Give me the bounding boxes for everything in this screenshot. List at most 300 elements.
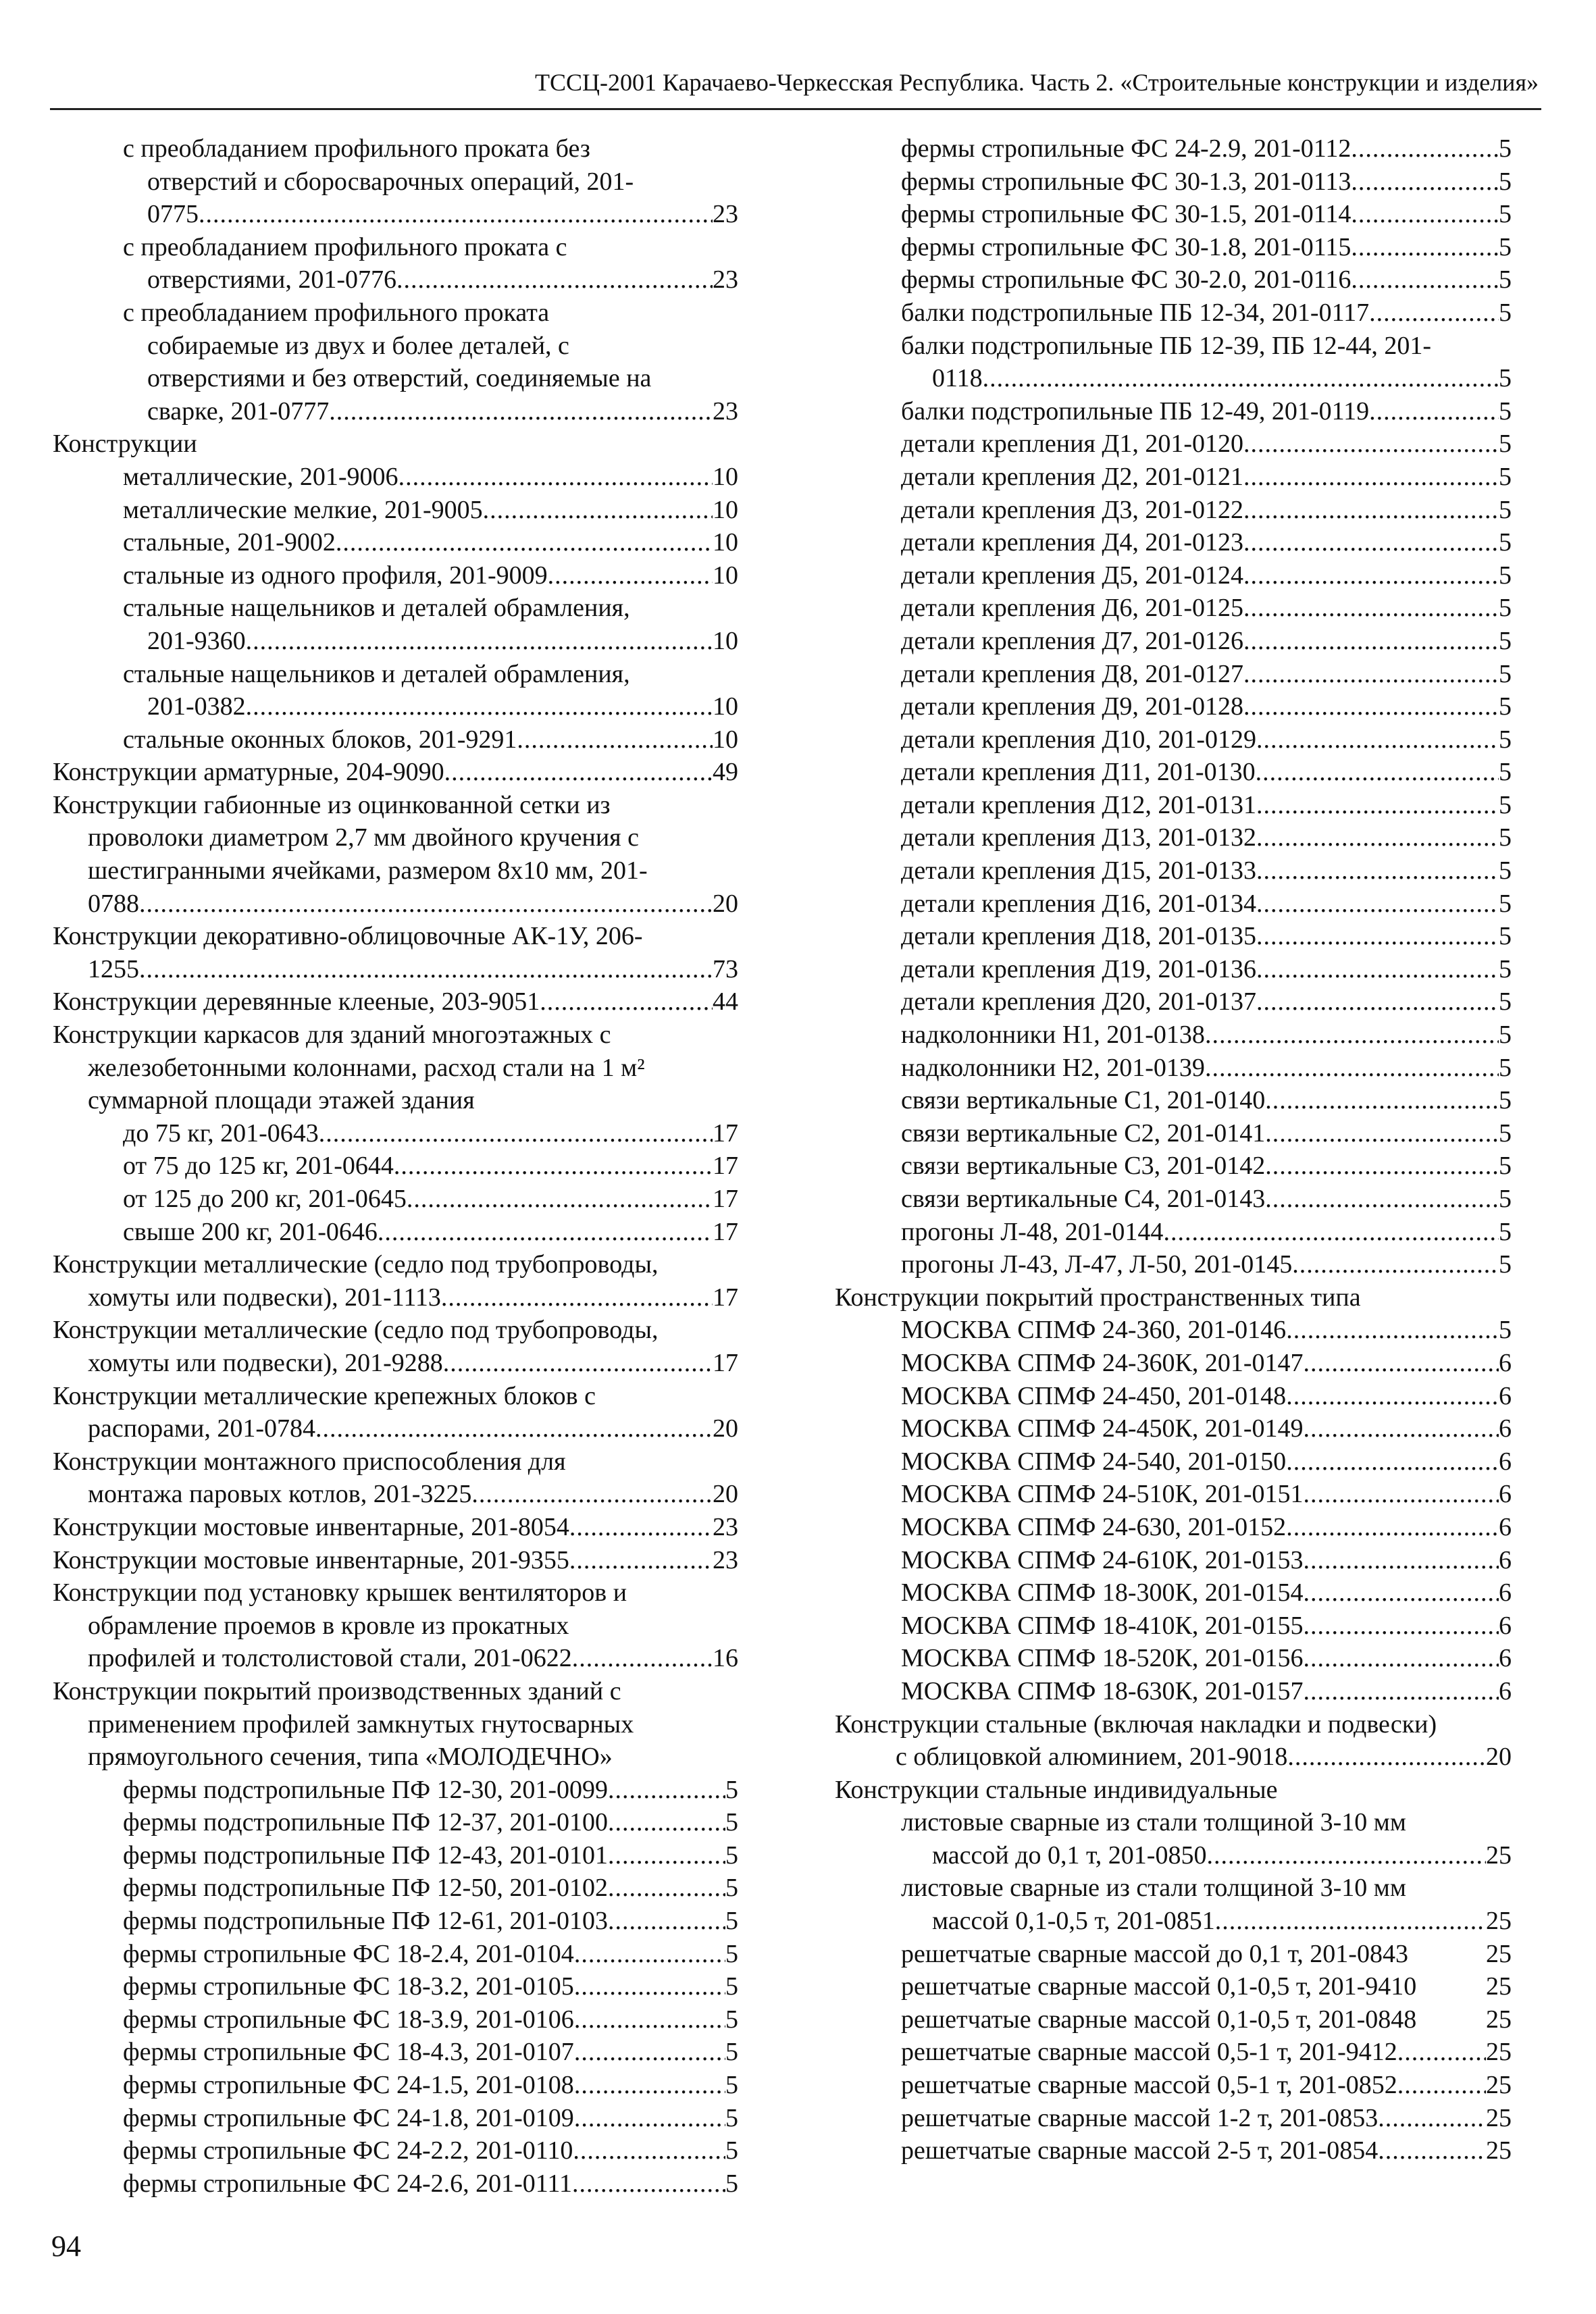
index-entry-text: связи вертикальные С2, 201-0141: [901, 1119, 1266, 1148]
dot-leader: [246, 690, 713, 723]
index-entry: [53, 559, 738, 592]
index-entry: [835, 658, 1512, 691]
index-entry: [835, 1052, 1512, 1085]
index-entry: [835, 1610, 1512, 1643]
index-entry-text: Конструкции габионные из оцинкованной сетки из: [53, 790, 611, 819]
index-entry: [53, 756, 738, 789]
index-entry: [53, 2003, 738, 2036]
dot-leader: [574, 2036, 725, 2069]
index-entry-text: фермы стропильные ФС 18-2.4, 201-0104: [123, 1939, 574, 1968]
index-entry: [53, 1248, 738, 1314]
index-entry: [835, 1970, 1512, 2003]
index-entry: [835, 1019, 1512, 1052]
index-entry: [53, 2134, 738, 2167]
index-page-ref: 5: [1499, 265, 1512, 294]
index-entry-text: детали крепления Д8, 201-0127: [901, 659, 1243, 688]
index-entry-text: отверстий и сборосварочных операций, 201-: [147, 167, 634, 196]
dot-leader: [574, 1970, 725, 2003]
index-entry-text: детали крепления Д12, 201-0131: [901, 790, 1256, 819]
dot-leader: [1256, 821, 1499, 854]
index-page-ref: 5: [1499, 987, 1512, 1017]
index-entry: [835, 854, 1512, 888]
index-entry-text: проволоки диаметром 2,7 мм двойного кручения с: [88, 823, 639, 852]
index-column-right: [835, 132, 1512, 2167]
dot-leader: [574, 1938, 725, 1971]
index-entry-text: Конструкции покрытий производственных зданий с: [53, 1676, 621, 1705]
index-page-ref: 6: [1499, 1644, 1512, 1673]
page-number: 94: [51, 2230, 81, 2263]
index-entry: [53, 1380, 738, 1445]
dot-leader: [1304, 1412, 1499, 1445]
dot-leader: [407, 1183, 713, 1216]
index-entry-text: МОСКВА СПМФ 24-540, 201-0150: [901, 1447, 1287, 1476]
index-entry: [53, 1544, 738, 1577]
dot-leader: [1397, 2036, 1486, 2069]
index-entry: [835, 1216, 1512, 1249]
index-entry-text: с преобладанием профильного проката без: [123, 134, 590, 163]
index-entry: [53, 1774, 738, 1807]
dot-leader: [574, 2003, 725, 2036]
dot-leader: [1243, 690, 1499, 723]
dot-leader: [540, 985, 713, 1019]
index-entry: [835, 428, 1512, 461]
index-entry-text: Конструкции стальные индивидуальные: [835, 1775, 1278, 1804]
index-page-ref: 6: [1499, 1447, 1512, 1476]
index-page-ref: 5: [1499, 1053, 1512, 1082]
index-page-ref: 6: [1499, 1414, 1512, 1443]
index-entry: [53, 2102, 738, 2135]
index-entry-text: Конструкции стальные (включая накладки и подвески): [835, 1709, 1437, 1739]
index-entry-text: Конструкции: [53, 430, 197, 459]
index-entry: [835, 1478, 1512, 1511]
dot-leader: [1286, 1445, 1499, 1479]
index-entry: [835, 625, 1512, 658]
index-page-ref: 25: [1486, 2103, 1512, 2132]
index-entry: [835, 1412, 1512, 1445]
index-page-ref: 17: [713, 1119, 738, 1148]
index-entry-text: решетчатые сварные массой до 0,1 т, 201-0843: [901, 1939, 1408, 1968]
index-page-ref: 5: [1499, 528, 1512, 557]
index-entry-text: 0118: [932, 364, 983, 393]
dot-leader: [1206, 1839, 1486, 1872]
index-entry-text: обрамление проемов в кровле из прокатных: [88, 1611, 569, 1640]
dot-leader: [1265, 1084, 1499, 1117]
index-entry: [53, 428, 738, 461]
dot-leader: [1304, 1642, 1499, 1675]
index-entry-text: Конструкции монтажного приспособления для: [53, 1447, 566, 1476]
index-page-ref: 17: [713, 1185, 738, 1213]
index-entry-text: решетчатые сварные массой 0,5-1 т, 201-9412: [901, 2038, 1397, 2067]
index-entry-text: Конструкции металлические (седло под трубопроводы,: [53, 1250, 659, 1279]
index-entry: [835, 1872, 1512, 1937]
dot-leader: [1265, 1117, 1499, 1150]
dot-leader: [517, 723, 713, 756]
index-entry: [53, 297, 738, 428]
index-entry: [835, 1675, 1512, 1708]
index-page-ref: 5: [725, 2169, 738, 2198]
index-entry-text: связи вертикальные С3, 201-0142: [901, 1152, 1266, 1181]
index-entry: [53, 1216, 738, 1249]
index-entry-text: МОСКВА СПМФ 24-450, 201-0148: [901, 1381, 1287, 1410]
index-entry: [835, 297, 1512, 330]
dot-leader: [1215, 1905, 1486, 1938]
index-entry: [835, 1708, 1512, 1774]
index-entry: [835, 1281, 1512, 1314]
index-entry: [835, 1183, 1512, 1216]
index-entry: [835, 1314, 1512, 1347]
index-page-ref: 5: [725, 1939, 738, 1968]
dot-leader: [483, 494, 713, 527]
index-entry-text: детали крепления Д6, 201-0125: [901, 594, 1243, 623]
index-entry: [835, 1576, 1512, 1610]
index-entry-text: листовые сварные из стали толщиной 3-10 мм: [901, 1874, 1406, 1903]
dot-leader: [1351, 165, 1499, 199]
index-page-ref: 5: [725, 1972, 738, 2001]
index-entry-text: Конструкции мостовые инвентарные, 201-9355: [53, 1545, 569, 1574]
index-page-ref: 6: [1499, 1480, 1512, 1509]
index-entry: [53, 1019, 738, 1117]
index-entry: [835, 494, 1512, 527]
index-page-ref: 25: [1486, 2071, 1512, 2100]
index-entry-text: прямоугольного сечения, типа «МОЛОДЕЧНО»: [88, 1743, 613, 1772]
index-page-ref: 5: [1499, 1152, 1512, 1181]
index-entry-text: от 75 до 125 кг, 201-0644: [123, 1152, 394, 1181]
index-page-ref: 5: [725, 1874, 738, 1903]
index-entry-text: Конструкции каркасов для зданий многоэтажных с: [53, 1021, 611, 1050]
dot-leader: [983, 362, 1499, 395]
dot-leader: [199, 198, 713, 231]
dot-leader: [1256, 953, 1499, 986]
index-entry-text: фермы стропильные ФС 18-3.2, 201-0105: [123, 1972, 574, 2001]
dot-leader: [319, 1117, 713, 1150]
index-page-ref: 17: [713, 1348, 738, 1377]
index-entry: [53, 789, 738, 920]
index-entry-text: Конструкции покрытий пространственных типа: [835, 1283, 1361, 1312]
index-page-ref: 6: [1499, 1545, 1512, 1574]
dot-leader: [1265, 1183, 1499, 1216]
index-entry-text: детали крепления Д1, 201-0120: [901, 430, 1243, 459]
index-entry-text: фермы подстропильные ПФ 12-43, 201-0101: [123, 1841, 608, 1870]
index-entry-text: МОСКВА СПМФ 18-410К, 201-0155: [901, 1611, 1304, 1640]
index-entry-text: стальные, 201-9002: [123, 528, 336, 557]
index-entry-text: стальные нащельников и деталей обрамления,: [123, 594, 630, 623]
index-entry-text: МОСКВА СПМФ 24-360К, 201-0147: [901, 1348, 1304, 1377]
running-header: ТССЦ-2001 Карачаево-Черкесская Республика. Часть 2. «Строительные конструкции и изделия»: [535, 69, 1539, 96]
index-entry-text: решетчатые сварные массой 0,5-1 т, 201-0852: [901, 2071, 1397, 2100]
index-entry: [53, 1675, 738, 1774]
dot-leader: [1304, 1610, 1499, 1643]
index-entry: [53, 985, 738, 1019]
index-entry: [53, 231, 738, 297]
index-entry-text: фермы стропильные ФС 30-2.0, 201-0116: [901, 265, 1352, 294]
index-page-ref: 44: [713, 987, 738, 1017]
index-page-ref: 5: [725, 2136, 738, 2165]
index-entry: [53, 592, 738, 657]
index-entry: [835, 330, 1512, 395]
index-entry-text: массой 0,1-0,5 т, 201-0851: [932, 1907, 1215, 1936]
index-entry-text: фермы стропильные ФС 24-1.8, 201-0109: [123, 2103, 574, 2132]
dot-leader: [1256, 888, 1499, 921]
index-entry-text: Конструкции под установку крышек вентиляторов и: [53, 1578, 627, 1608]
index-entry: [835, 132, 1512, 165]
index-entry-text: Конструкции металлические крепежных блоков с: [53, 1381, 596, 1410]
index-entry-text: МОСКВА СПМФ 24-610К, 201-0153: [901, 1545, 1304, 1574]
dot-leader: [1243, 526, 1499, 559]
index-page-ref: 6: [1499, 1578, 1512, 1608]
index-entry-text: с облицовкой алюминием, 201-9018: [896, 1743, 1288, 1772]
index-entry-text: применением профилей замкнутых гнутосварных: [88, 1709, 634, 1739]
index-entry-text: детали крепления Д5, 201-0124: [901, 561, 1243, 590]
index-entry: [835, 1938, 1512, 1971]
index-entry-text: фермы стропильные ФС 24-2.2, 201-0110: [123, 2136, 573, 2165]
dot-leader: [1351, 132, 1499, 165]
index-page-ref: 5: [1499, 954, 1512, 983]
index-entry: [53, 494, 738, 527]
dot-leader: [1369, 297, 1499, 330]
index-entry-text: 201-9360: [147, 626, 246, 655]
index-entry: [53, 723, 738, 756]
index-entry-text: фермы стропильные ФС 24-1.5, 201-0108: [123, 2071, 574, 2100]
index-entry: [53, 1938, 738, 1971]
dot-leader: [1243, 658, 1499, 691]
index-page-ref: 6: [1499, 1381, 1512, 1410]
dot-leader: [1286, 1511, 1499, 1544]
index-page-ref: 25: [1486, 1841, 1512, 1870]
index-entry: [835, 2134, 1512, 2167]
index-entry-text: распорами, 201-0784: [88, 1414, 315, 1443]
index-entry: [53, 1314, 738, 1379]
dot-leader: [1351, 198, 1499, 231]
index-entry-text: профилей и толстолистовой стали, 201-0622: [88, 1644, 572, 1673]
index-entry: [53, 1576, 738, 1675]
index-entry: [835, 1806, 1512, 1872]
dot-leader: [1256, 854, 1499, 888]
index-entry-text: стальные из одного профиля, 201-9009: [123, 561, 548, 590]
index-page-ref: 5: [1499, 134, 1512, 163]
dot-leader: [1304, 1478, 1499, 1511]
index-page-ref: 5: [1499, 396, 1512, 426]
index-page-ref: 20: [713, 889, 738, 918]
index-entry-text: детали крепления Д15, 201-0133: [901, 856, 1256, 885]
dot-leader: [572, 1642, 713, 1675]
index-page-ref: 5: [1499, 1250, 1512, 1279]
index-entry-text: с преобладанием профильного проката: [123, 298, 550, 327]
index-entry-text: монтажа паровых котлов, 201-3225: [88, 1480, 472, 1509]
dot-leader: [441, 1281, 713, 1314]
index-entry: [835, 756, 1512, 789]
index-entry: [835, 165, 1512, 199]
index-entry: [53, 1872, 738, 1905]
index-entry: [835, 723, 1512, 756]
index-entry: [53, 2036, 738, 2069]
dot-leader: [1304, 1675, 1499, 1708]
index-page-ref: 5: [1499, 856, 1512, 885]
index-page-ref: 5: [1499, 1185, 1512, 1213]
index-page-ref: 10: [713, 725, 738, 754]
index-entry: [835, 2102, 1512, 2135]
index-entry-text: суммарной площади этажей здания: [88, 1086, 475, 1115]
index-entry: [53, 1806, 738, 1839]
dot-leader: [246, 625, 713, 658]
index-page-ref: 5: [725, 1841, 738, 1870]
index-entry-text: хомуты или подвески), 201-1113: [88, 1283, 441, 1312]
index-page-ref: 20: [713, 1414, 738, 1443]
index-entry-text: отверстиями и без отверстий, соединяемые на: [147, 364, 652, 393]
dot-leader: [608, 1839, 725, 1872]
index-entry: [835, 461, 1512, 494]
index-entry-text: МОСКВА СПМФ 18-630К, 201-0157: [901, 1676, 1304, 1705]
index-page-ref: 5: [1499, 1217, 1512, 1246]
index-entry-text: МОСКВА СПМФ 18-520К, 201-0156: [901, 1644, 1304, 1673]
index-page-ref: 23: [713, 265, 738, 294]
index-page-ref: 10: [713, 462, 738, 491]
index-page-ref: 5: [725, 2038, 738, 2067]
index-entry: [835, 821, 1512, 854]
dot-leader: [444, 756, 713, 789]
index-entry-text: МОСКВА СПМФ 24-360, 201-0146: [901, 1316, 1287, 1345]
dot-leader: [1351, 231, 1499, 264]
index-page-ref: 6: [1499, 1348, 1512, 1377]
index-entry-text: свыше 200 кг, 201-0646: [123, 1217, 378, 1246]
index-page-ref: 23: [713, 200, 738, 229]
index-entry-text: 0788: [88, 889, 139, 918]
index-page-ref: 6: [1499, 1512, 1512, 1541]
index-page-ref: 5: [1499, 1316, 1512, 1345]
dot-leader: [1287, 1741, 1486, 1774]
dot-leader: [1243, 428, 1499, 461]
index-entry-text: стальные оконных блоков, 201-9291: [123, 725, 517, 754]
dot-leader: [1304, 1347, 1499, 1380]
index-entry: [53, 920, 738, 985]
dot-leader: [1256, 985, 1499, 1019]
index-page-ref: 20: [713, 1480, 738, 1509]
index-entry-text: Конструкции металлические (седло под трубопроводы,: [53, 1316, 659, 1345]
index-page-ref: 10: [713, 561, 738, 590]
index-entry-text: фермы подстропильные ПФ 12-61, 201-0103: [123, 1907, 608, 1936]
index-entry-text: балки подстропильные ПБ 12-49, 201-0119: [901, 396, 1370, 426]
index-entry-text: листовые сварные из стали толщиной 3-10 мм: [901, 1808, 1406, 1837]
dot-leader: [139, 888, 713, 921]
dot-leader: [336, 526, 713, 559]
index-page-ref: 49: [713, 758, 738, 787]
dot-leader: [1286, 1314, 1499, 1347]
index-entry: [53, 1445, 738, 1511]
index-entry-text: фермы подстропильные ПФ 12-30, 201-0099: [123, 1775, 608, 1804]
index-entry-text: детали крепления Д3, 201-0122: [901, 495, 1243, 524]
index-page-ref: 25: [1486, 1972, 1512, 2001]
index-page-ref: 17: [713, 1217, 738, 1246]
index-entry-text: железобетонными колоннами, расход стали на 1 м²: [88, 1053, 645, 1082]
dot-leader: [471, 1478, 713, 1511]
index-entry-text: МОСКВА СПМФ 24-450К, 201-0149: [901, 1414, 1304, 1443]
index-page-ref: 17: [713, 1152, 738, 1181]
index-entry-text: детали крепления Д11, 201-0130: [901, 758, 1256, 787]
index-page-ref: 16: [713, 1644, 738, 1673]
index-entry: [835, 690, 1512, 723]
index-page-ref: 5: [1499, 594, 1512, 623]
dot-leader: [1256, 920, 1499, 953]
index-entry-text: 0775: [147, 200, 199, 229]
dot-leader: [398, 461, 713, 494]
index-entry-text: 201-0382: [147, 692, 246, 721]
index-entry-text: надколонники Н2, 201-0139: [901, 1053, 1205, 1082]
dot-leader: [1243, 461, 1499, 494]
dot-leader: [1286, 1380, 1499, 1413]
index-page-ref: 5: [1499, 823, 1512, 852]
index-entry-text: МОСКВА СПМФ 24-510К, 201-0151: [901, 1480, 1304, 1509]
dot-leader: [608, 1905, 725, 1938]
dot-leader: [569, 1544, 713, 1577]
index-entry-text: сварке, 201-0777: [147, 396, 330, 426]
index-entry: [53, 1183, 738, 1216]
index-entry: [835, 526, 1512, 559]
index-page-ref: 25: [1486, 2038, 1512, 2067]
index-page-ref: 5: [725, 1907, 738, 1936]
index-entry-text: от 125 до 200 кг, 201-0645: [123, 1185, 407, 1213]
dot-leader: [378, 1216, 713, 1249]
index-entry: [835, 1544, 1512, 1577]
index-page-ref: 5: [725, 2005, 738, 2034]
index-entry: [53, 2069, 738, 2102]
index-entry-text: фермы подстропильные ПФ 12-50, 201-0102: [123, 1874, 608, 1903]
dot-leader: [1205, 1052, 1499, 1085]
index-page-ref: 5: [1499, 298, 1512, 327]
index-entry: [835, 592, 1512, 625]
index-entry-text: фермы подстропильные ПФ 12-37, 201-0100: [123, 1808, 608, 1837]
index-entry-text: собираемые из двух и более деталей, с: [147, 331, 569, 360]
index-page-ref: 5: [1499, 692, 1512, 721]
index-page-ref: 5: [1499, 430, 1512, 459]
index-entry-text: детали крепления Д20, 201-0137: [901, 987, 1256, 1017]
dot-leader: [608, 1806, 725, 1839]
index-entry-text: хомуты или подвески), 201-9288: [88, 1348, 443, 1377]
index-page-ref: 20: [1486, 1743, 1512, 1772]
index-entry-text: металлические мелкие, 201-9005: [123, 495, 483, 524]
index-entry: [835, 1511, 1512, 1544]
index-entry-text: детали крепления Д7, 201-0126: [901, 626, 1243, 655]
index-page-ref: 5: [725, 2103, 738, 2132]
index-entry-text: детали крепления Д13, 201-0132: [901, 823, 1256, 852]
index-page-ref: 5: [1499, 1086, 1512, 1115]
index-entry: [53, 526, 738, 559]
index-entry-text: решетчатые сварные массой 0,1-0,5 т, 201-0848: [901, 2005, 1417, 2034]
dot-leader: [394, 1150, 713, 1183]
index-page-ref: 5: [1499, 889, 1512, 918]
index-entry: [53, 658, 738, 723]
dot-leader: [1163, 1216, 1499, 1249]
index-entry-text: Конструкции декоративно-облицовочные АК-1У, 206-: [53, 922, 643, 951]
dot-leader: [1304, 1576, 1499, 1610]
dot-leader: [1256, 789, 1499, 822]
index-entry-text: МОСКВА СПМФ 18-300К, 201-0154: [901, 1578, 1304, 1608]
index-entry: [835, 2069, 1512, 2102]
dot-leader: [1243, 592, 1499, 625]
index-entry-text: надколонники Н1, 201-0138: [901, 1021, 1205, 1050]
dot-leader: [1304, 1544, 1499, 1577]
index-entry-text: детали крепления Д4, 201-0123: [901, 528, 1243, 557]
dot-leader: [1265, 1150, 1499, 1183]
index-entry-text: фермы стропильные ФС 18-4.3, 201-0107: [123, 2038, 574, 2067]
index-entry-text: решетчатые сварные массой 2-5 т, 201-0854: [901, 2136, 1379, 2165]
index-page-ref: 25: [1486, 2136, 1512, 2165]
index-entry: [835, 920, 1512, 953]
dot-leader: [573, 2134, 725, 2167]
index-page-ref: 5: [1499, 1119, 1512, 1148]
index-entry-text: фермы стропильные ФС 30-1.5, 201-0114: [901, 200, 1352, 229]
index-entry-text: детали крепления Д9, 201-0128: [901, 692, 1243, 721]
index-entry: [835, 1642, 1512, 1675]
dot-leader: [1351, 263, 1499, 297]
